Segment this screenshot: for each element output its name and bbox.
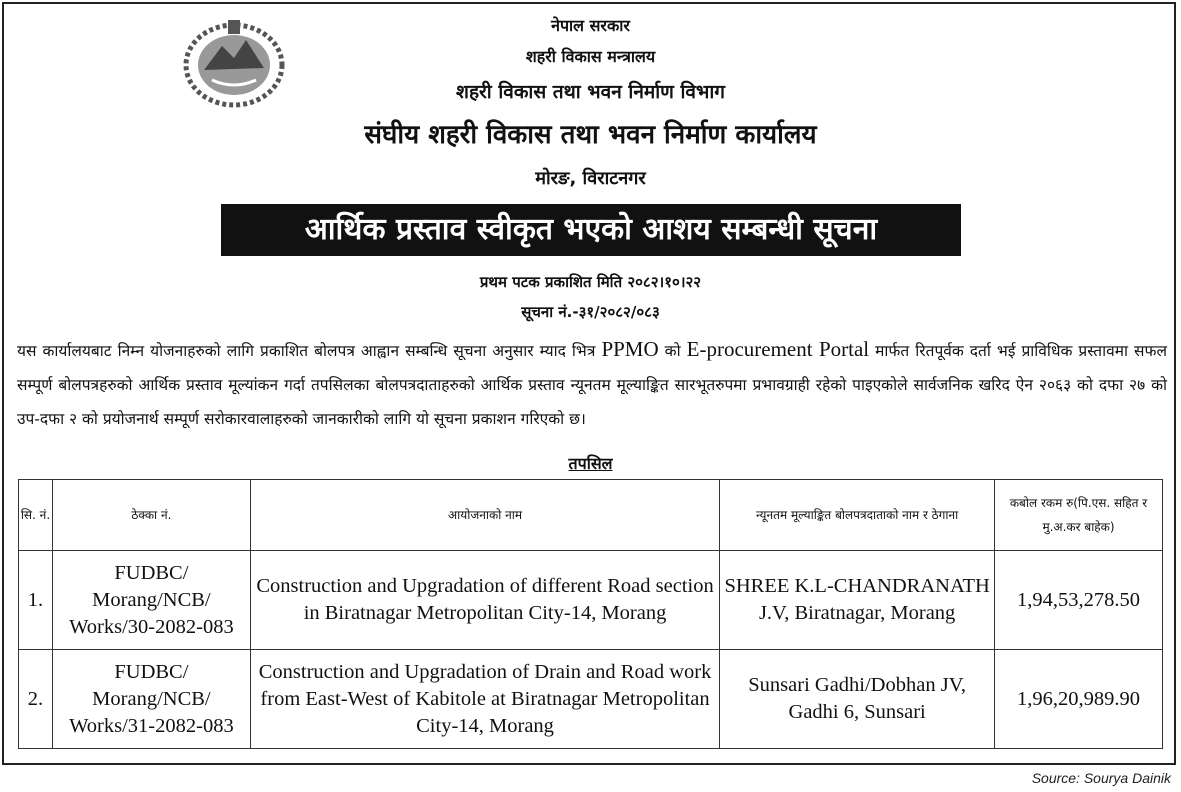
table-row	[19, 650, 1163, 749]
notice-number: सूचना नं.-३१/२०८२/०८३	[521, 303, 660, 321]
header-location: मोरङ, विराटनगर	[535, 168, 646, 189]
bid-table	[18, 479, 1163, 749]
header-sn: सि. नं.	[19, 480, 53, 551]
header-line-1: नेपाल सरकार	[551, 16, 630, 35]
notice-title-banner: आर्थिक प्रस्ताव स्वीकृत भएको आशय सम्बन्धी सूचना	[221, 204, 961, 256]
cell-sn: 1.	[19, 551, 53, 650]
cell-project-name: Construction and Upgradation of Drain and Road work from East-West of Kabitole at Biratnagar Metropolitan City-14, Morang	[250, 650, 719, 749]
cell-bidder: Sunsari Gadhi/Dobhan JV, Gadhi 6, Sunsari	[720, 650, 995, 749]
cell-sn: 2.	[19, 650, 53, 749]
published-date: प्रथम पटक प्रकाशित मिति २०८२।१०।२२	[479, 273, 702, 291]
notice-body	[17, 332, 1167, 436]
table-title: तपसिल	[568, 454, 613, 473]
cell-contract-no: FUDBC/ Morang/NCB/ Works/31-2082-083	[52, 650, 250, 749]
body-text-3: मार्फत रितपूर्वक दर्ता भई प्राविधिक प्रस्तावमा सफल सम्पूर्ण बोलपत्रहरुको आर्थिक प्रस्ताव मूल्यांकन गर्दा तपसिलका बोलपत्रदाताहरुको आर्थिक प्रस्ताव न्यूनतम मूल्याङ्कित सारभूतरुपमा प्रभावग्राही रहेको पाइएकोले सार्वजनिक खरिद ऐन २०६३ को दफा २७ को उप-दफा २ को प्रयोजनार्थ सम्पूर्ण सरोकारवालाहरुको जानकारीको लागि यो सूचना प्रकाशन गरिएको छ।	[17, 342, 1167, 428]
cell-bidder: SHREE K.L-CHANDRANATH J.V, Biratnagar, Morang	[720, 551, 995, 650]
body-portal: E-procurement Portal	[686, 337, 870, 361]
table-row	[19, 551, 1163, 650]
header-bidder: न्यूनतम मूल्याङ्कित बोलपत्रदाताको नाम र ठेगाना	[720, 480, 995, 551]
header-amount: कबोल रकम रु(पि.एस. सहित र मु.अ.कर बाहेक)	[995, 480, 1163, 551]
table-header-row	[19, 480, 1163, 551]
source-credit: Source: Sourya Dainik	[1031, 770, 1171, 786]
body-text-1: यस कार्यालयबाट निम्न योजनाहरुको लागि प्रकाशित बोलपत्र आह्वान सम्बन्धि सूचना अनुसार म्याद भित्र	[17, 342, 602, 360]
cell-amount: 1,96,20,989.90	[995, 650, 1163, 749]
header-ministry: शहरी विकास मन्त्रालय	[525, 47, 656, 66]
body-text-2: को	[658, 342, 687, 360]
cell-contract-no: FUDBC/ Morang/NCB/ Works/30-2082-083	[52, 551, 250, 650]
cell-project-name: Construction and Upgradation of different Road section in Biratnagar Metropolitan City-14, Morang	[250, 551, 719, 650]
body-ppmo: PPMO	[601, 337, 659, 361]
cell-amount: 1,94,53,278.50	[995, 551, 1163, 650]
header-project-name: आयोजनाको नाम	[250, 480, 719, 551]
header-department: शहरी विकास तथा भवन निर्माण विभाग	[456, 81, 725, 103]
header-contract-no: ठेक्का नं.	[52, 480, 250, 551]
header-office: संघीय शहरी विकास तथा भवन निर्माण कार्यालय	[364, 120, 817, 150]
